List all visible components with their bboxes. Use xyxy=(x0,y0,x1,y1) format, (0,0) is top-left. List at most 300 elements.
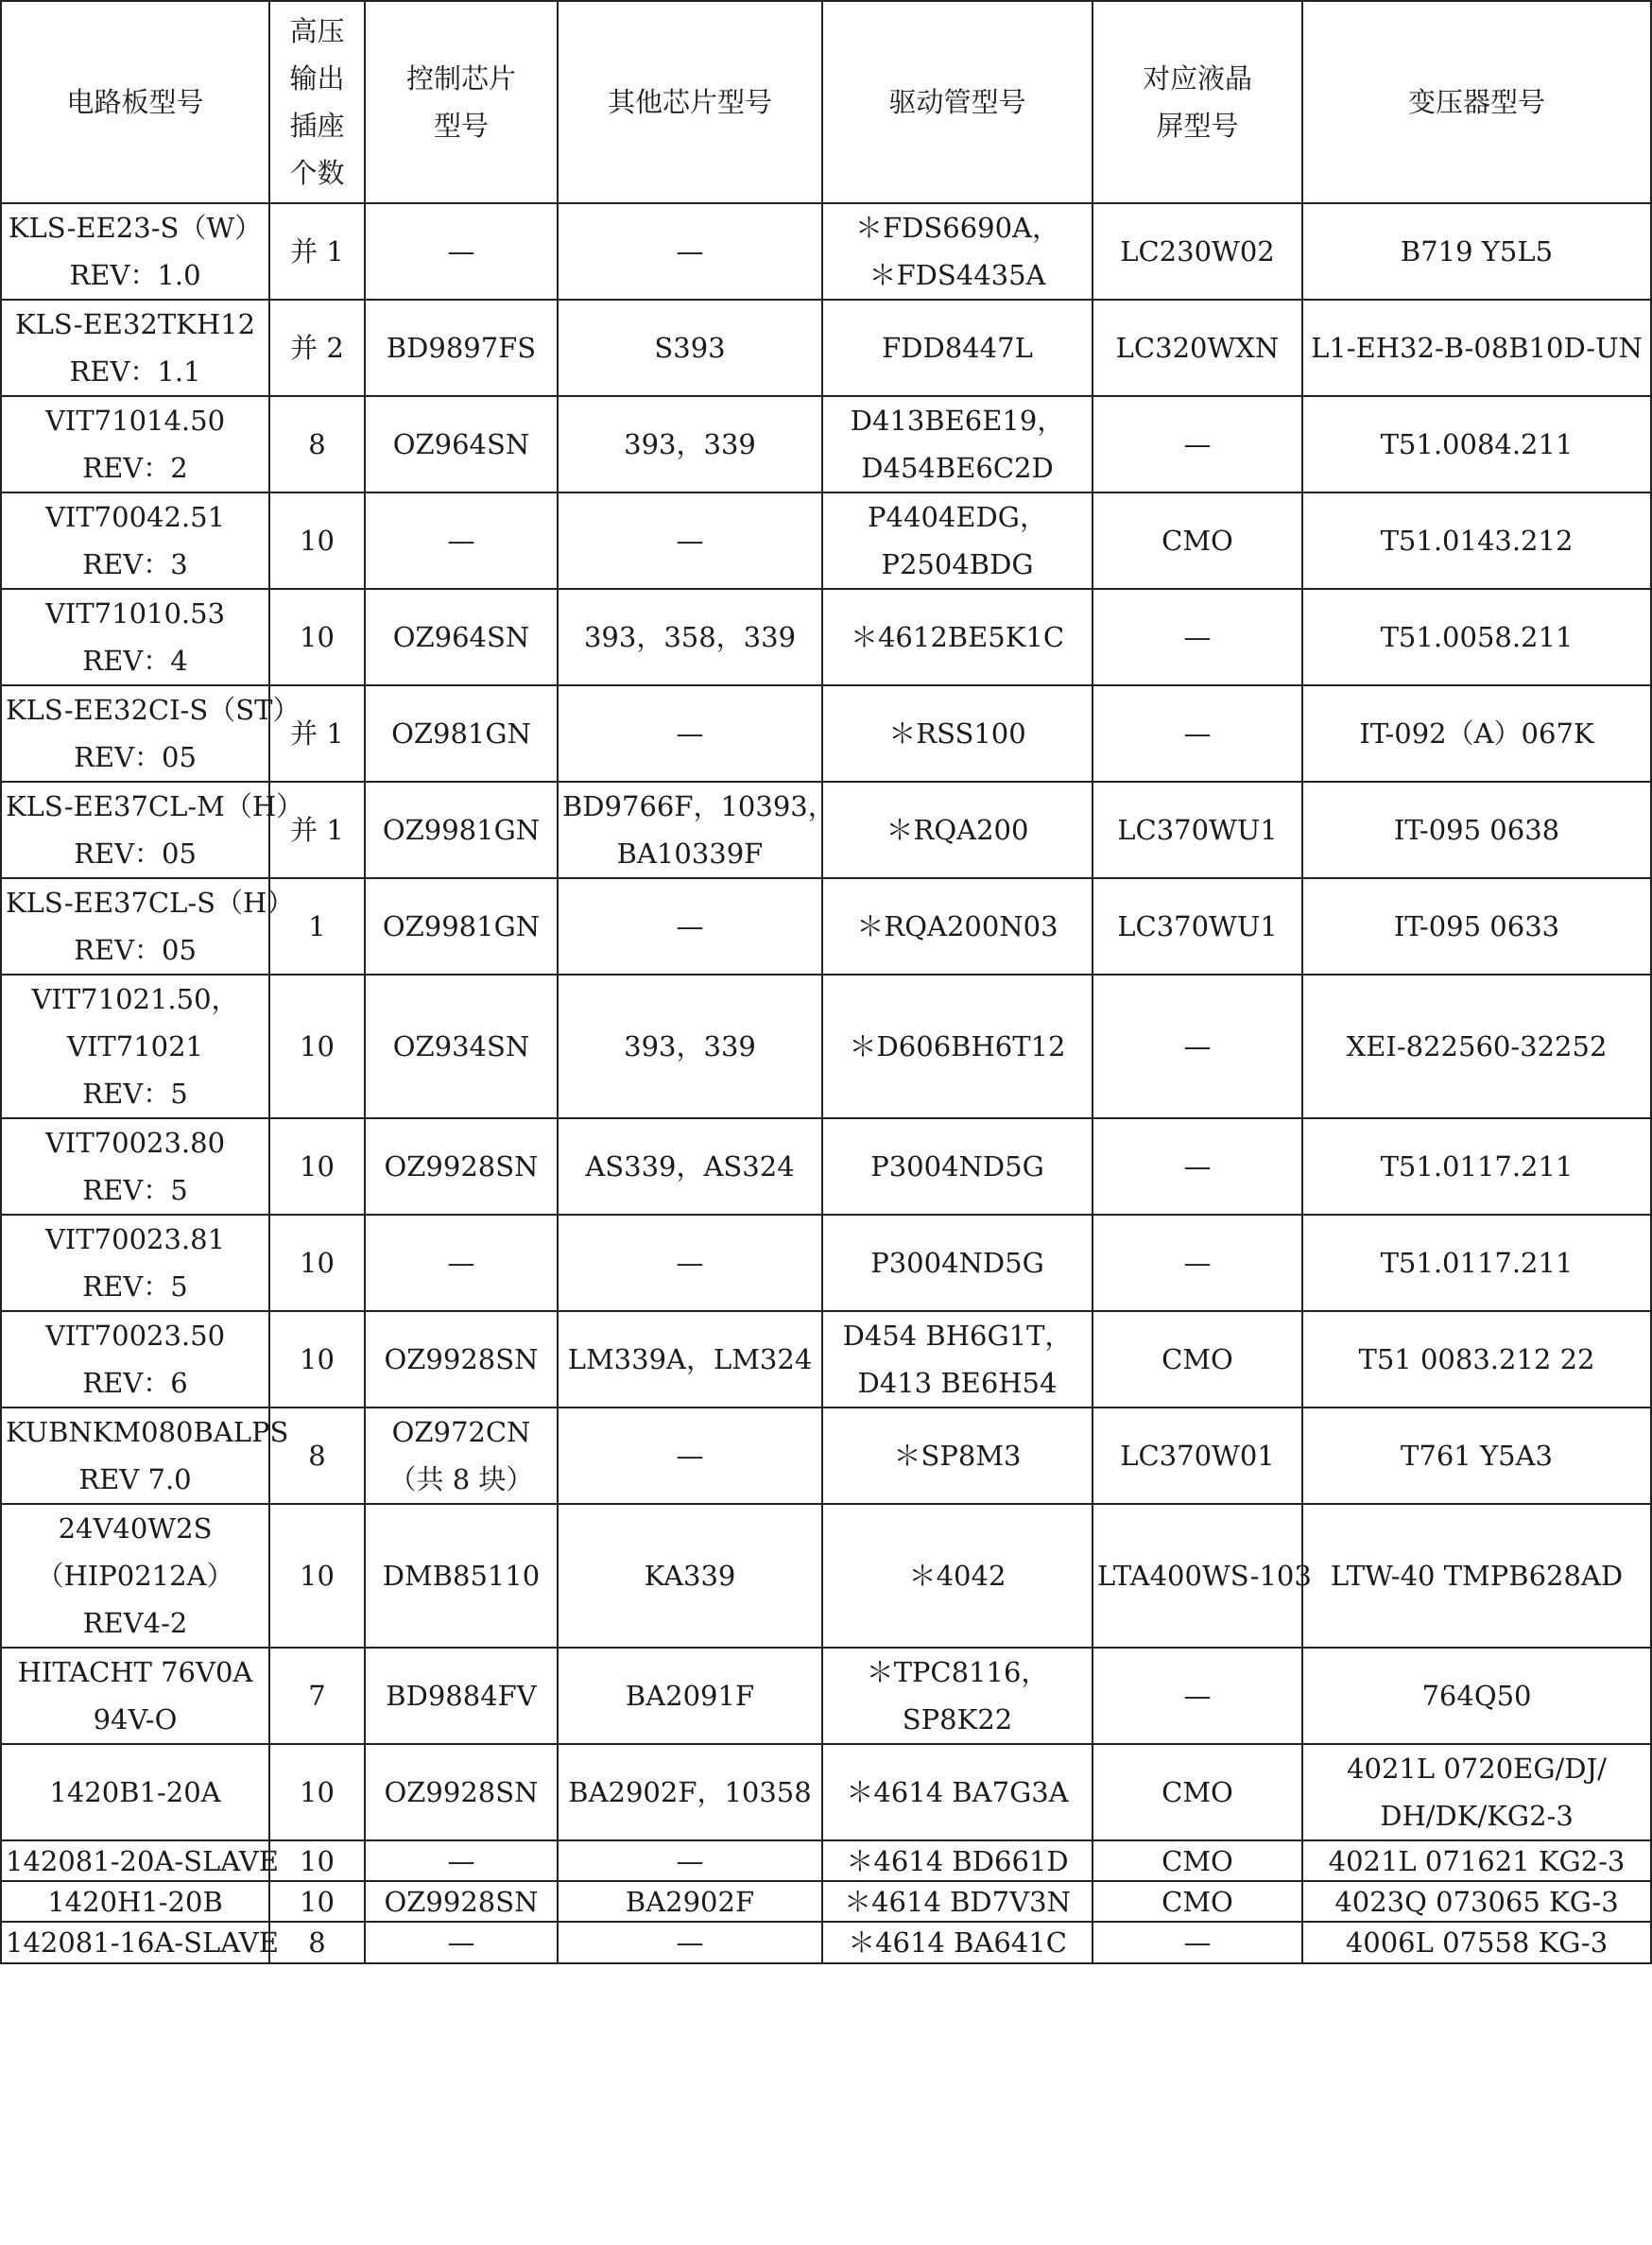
cell-text-line: LTA400WS-103 xyxy=(1097,1560,1312,1592)
cell-text-line: VIT70042.51 xyxy=(44,501,226,533)
circuit-board-model-cell xyxy=(1,203,269,300)
circuit-board-model-cell xyxy=(1,878,295,975)
circuit-board-model-cell xyxy=(1,396,269,492)
cell-text-line: 393，339 xyxy=(624,428,756,460)
cell-text-line: — xyxy=(1183,428,1212,460)
cell-text-line: ＊4614 BA641C xyxy=(848,1926,1067,1959)
header-text-line: 控制芯片 xyxy=(405,62,516,95)
cell-text-line: REV：5 xyxy=(82,1078,188,1110)
cell-text-line: — xyxy=(676,1247,704,1279)
cell-text-line: IT-095 0638 xyxy=(1393,814,1560,846)
cell-text-line: BA2902F xyxy=(625,1885,755,1918)
control-chip-model-cell xyxy=(365,878,558,975)
cell-text-line: OZ9981GN xyxy=(382,910,541,942)
cell-text-line: VIT70023.81 xyxy=(44,1223,226,1255)
other-chip-model-cell xyxy=(558,1922,822,1963)
lcd-panel-model-cell xyxy=(1093,1504,1312,1648)
cell-text-line: S393 xyxy=(654,332,726,364)
transformer-model-cell xyxy=(1302,1881,1651,1922)
cell-text-line: REV：6 xyxy=(82,1367,188,1399)
hv-socket-count-cell xyxy=(269,1215,365,1311)
driver-tube-model-cell xyxy=(822,1744,1093,1840)
cell-text-line: VIT71014.50 xyxy=(44,405,226,437)
header-text-line: 型号 xyxy=(433,110,489,142)
header-text-line: 变压器型号 xyxy=(1407,86,1545,118)
cell-text-line: LC320WXN xyxy=(1115,332,1280,364)
cell-text-line: — xyxy=(1183,1247,1212,1279)
header-hv-socket-count xyxy=(269,1,365,203)
other-chip-model-cell xyxy=(558,1840,822,1881)
driver-tube-model-cell xyxy=(822,878,1093,975)
transformer-model-cell xyxy=(1302,1504,1651,1648)
lcd-panel-model-cell xyxy=(1093,203,1302,300)
lcd-panel-model-cell xyxy=(1093,396,1302,492)
transformer-model-cell xyxy=(1302,1922,1651,1963)
cell-text-line: LM339A，LM324 xyxy=(567,1343,813,1375)
other-chip-model-cell xyxy=(558,203,822,300)
cell-text-line: 8 xyxy=(308,1926,326,1959)
cell-text-line: 24V40W2S xyxy=(58,1512,213,1545)
hv-socket-count-cell xyxy=(269,492,365,589)
circuit-board-model-cell xyxy=(1,300,269,396)
hv-socket-count-cell xyxy=(269,1504,365,1648)
header-text-line: 其他芯片型号 xyxy=(607,86,772,118)
other-chip-model-cell xyxy=(558,300,822,396)
cell-text-line: VIT71021.50， xyxy=(31,983,239,1015)
cell-text-line: 142081-20A-SLAVE xyxy=(6,1844,279,1877)
cell-text-line: 393，358，339 xyxy=(583,621,797,653)
cell-text-line: — xyxy=(447,525,475,557)
transformer-model-cell xyxy=(1302,685,1651,782)
driver-tube-model-cell xyxy=(822,1840,1093,1881)
lcd-panel-model-cell xyxy=(1093,975,1302,1118)
cell-text-line: 并 2 xyxy=(290,332,344,364)
cell-text-line: OZ981GN xyxy=(391,717,531,750)
cell-text-line: LC230W02 xyxy=(1120,235,1275,268)
driver-tube-model-cell xyxy=(822,492,1093,589)
control-chip-model-cell xyxy=(365,1215,558,1311)
transformer-model-cell xyxy=(1302,782,1651,878)
driver-tube-model-cell xyxy=(822,782,1093,878)
cell-text-line: 393，339 xyxy=(624,1030,756,1062)
cell-text-line: — xyxy=(1183,1680,1212,1712)
lcd-panel-model-cell xyxy=(1093,782,1302,878)
transformer-model-cell xyxy=(1302,396,1651,492)
cell-text-line: 4021L 0720EG/DJ/ xyxy=(1347,1753,1607,1785)
control-chip-model-cell xyxy=(365,1648,558,1744)
control-chip-model-cell xyxy=(365,1881,558,1922)
table-row xyxy=(1,300,1651,396)
transformer-model-cell xyxy=(1302,1648,1651,1744)
cell-text-line: ＊FDS6690A， xyxy=(855,212,1059,244)
cell-text-line: HITACHT 76V0A xyxy=(17,1656,253,1688)
cell-text-line: REV：05 xyxy=(74,934,197,966)
other-chip-model-cell xyxy=(558,1881,822,1922)
lcd-panel-model-cell xyxy=(1093,300,1302,396)
cell-text-line: 1420B1-20A xyxy=(49,1776,221,1808)
hv-socket-count-cell xyxy=(269,1744,365,1840)
other-chip-model-cell xyxy=(558,492,822,589)
cell-text-line: 并 1 xyxy=(290,814,344,846)
cell-text-line: D413 BE6H54 xyxy=(857,1367,1058,1399)
cell-text-line: KLS-EE32TKH12 xyxy=(14,308,256,340)
driver-tube-model-cell xyxy=(822,1311,1093,1407)
cell-text-line: ＊D606BH6T12 xyxy=(849,1030,1066,1062)
cell-text-line: — xyxy=(1183,717,1212,750)
cell-text-line: P3004ND5G xyxy=(870,1247,1044,1279)
hv-socket-count-cell xyxy=(269,589,365,685)
header-text-line: 对应液晶 xyxy=(1142,62,1252,95)
cell-text-line: LC370WU1 xyxy=(1117,910,1278,942)
table-row xyxy=(1,878,1651,975)
cell-text-line: ＊TPC8116， xyxy=(866,1656,1049,1688)
cell-text-line: IT-092（A）067K xyxy=(1359,717,1594,750)
cell-text-line: 10 xyxy=(300,1560,335,1592)
other-chip-model-cell xyxy=(558,878,822,975)
transformer-model-cell xyxy=(1302,975,1651,1118)
cell-text-line: — xyxy=(676,1440,704,1472)
driver-tube-model-cell xyxy=(822,300,1093,396)
cell-text-line: — xyxy=(676,1926,704,1959)
control-chip-model-cell xyxy=(365,1744,558,1840)
header-text-line: 输出 xyxy=(289,62,345,95)
driver-tube-model-cell xyxy=(822,1881,1093,1922)
cell-text-line: ＊4042 xyxy=(908,1560,1007,1592)
cell-text-line: VIT71021 xyxy=(67,1030,203,1062)
cell-text-line: CMO xyxy=(1162,1343,1233,1375)
lcd-panel-model-cell xyxy=(1093,1744,1302,1840)
table-row xyxy=(1,1881,1651,1922)
table-row xyxy=(1,1118,1651,1215)
table-row xyxy=(1,1744,1651,1840)
other-chip-model-cell xyxy=(558,1744,822,1840)
cell-text-line: ＊4614 BA7G3A xyxy=(846,1776,1069,1808)
circuit-board-model-cell xyxy=(1,782,304,878)
cell-text-line: 4021L 071621 KG2-3 xyxy=(1328,1844,1626,1877)
cell-text-line: — xyxy=(447,1247,475,1279)
header-circuit-board-model xyxy=(1,1,269,203)
other-chip-model-cell xyxy=(558,1311,822,1407)
cell-text-line: REV：4 xyxy=(82,645,188,677)
cell-text-line: — xyxy=(447,235,475,268)
cell-text-line: — xyxy=(676,525,704,557)
driver-tube-model-cell xyxy=(822,1118,1093,1215)
hv-socket-count-cell xyxy=(269,1648,365,1744)
control-chip-model-cell xyxy=(365,975,558,1118)
cell-text-line: 94V-O xyxy=(93,1703,178,1736)
lcd-panel-model-cell xyxy=(1093,1118,1302,1215)
cell-text-line: DMB85110 xyxy=(382,1560,541,1592)
cell-text-line: — xyxy=(676,1844,704,1877)
cell-text-line: T761 Y5A3 xyxy=(1401,1440,1553,1472)
cell-text-line: T51 0083.212 22 xyxy=(1358,1343,1595,1375)
cell-text-line: 764Q50 xyxy=(1421,1680,1532,1712)
cell-text-line: T51.0117.211 xyxy=(1380,1247,1574,1279)
cell-text-line: IT-095 0633 xyxy=(1393,910,1560,942)
cell-text-line: FDD8447L xyxy=(882,332,1033,364)
cell-text-line: BA2902F，10358 xyxy=(568,1776,812,1808)
transformer-model-cell xyxy=(1302,203,1651,300)
cell-text-line: ＊RSS100 xyxy=(888,717,1026,750)
cell-text-line: BD9884FV xyxy=(386,1680,537,1712)
cell-text-line: SP8K22 xyxy=(902,1703,1013,1736)
other-chip-model-cell xyxy=(558,782,835,878)
table-row xyxy=(1,1407,1651,1504)
circuit-board-model-cell xyxy=(1,1881,269,1922)
cell-text-line: — xyxy=(447,1844,475,1877)
cell-text-line: ＊RQA200 xyxy=(886,814,1029,846)
table-row xyxy=(1,203,1651,300)
table-body xyxy=(1,203,1651,1963)
cell-text-line: BA2091F xyxy=(625,1680,755,1712)
header-other-chip-model xyxy=(558,1,822,203)
cell-text-line: 1 xyxy=(308,910,326,942)
cell-text-line: — xyxy=(676,717,704,750)
cell-text-line: 4006L 07558 KG-3 xyxy=(1345,1926,1609,1959)
circuit-board-model-cell xyxy=(1,1215,269,1311)
cell-text-line: VIT70023.50 xyxy=(44,1320,226,1352)
cell-text-line: — xyxy=(1183,621,1212,653)
other-chip-model-cell xyxy=(558,1215,822,1311)
other-chip-model-cell xyxy=(558,1648,822,1744)
table-row xyxy=(1,1311,1651,1407)
cell-text-line: — xyxy=(1183,1150,1212,1183)
lcd-panel-model-cell xyxy=(1093,878,1302,975)
control-chip-model-cell xyxy=(365,1118,558,1215)
table-row xyxy=(1,1504,1651,1648)
cell-text-line: 并 1 xyxy=(290,717,344,750)
circuit-board-model-cell xyxy=(1,589,269,685)
cell-text-line: BA10339F xyxy=(616,838,764,870)
circuit-board-model-cell xyxy=(1,685,301,782)
cell-text-line: 并 1 xyxy=(290,235,344,268)
other-chip-model-cell xyxy=(558,396,822,492)
driver-tube-model-cell xyxy=(822,1922,1093,1963)
driver-tube-model-cell xyxy=(822,685,1093,782)
lcd-panel-model-cell xyxy=(1093,1215,1302,1311)
cell-text-line: 10 xyxy=(300,1150,335,1183)
cell-text-line: REV：05 xyxy=(74,838,197,870)
control-chip-model-cell xyxy=(365,1922,558,1963)
cell-text-line: OZ9928SN xyxy=(384,1343,539,1375)
cell-text-line: KLS-EE23-S（W） xyxy=(8,212,263,244)
cell-text-line: OZ9928SN xyxy=(384,1885,539,1918)
cell-text-line: B719 Y5L5 xyxy=(1400,235,1554,268)
table-row xyxy=(1,1648,1651,1744)
cell-text-line: LC370WU1 xyxy=(1117,814,1278,846)
circuit-board-model-cell xyxy=(1,1407,289,1504)
cell-text-line: D413BE6E19， xyxy=(850,405,1065,437)
other-chip-model-cell xyxy=(558,975,822,1118)
transformer-model-cell xyxy=(1302,1215,1651,1311)
cell-text-line: KUBNKM080BALPS xyxy=(6,1416,289,1448)
cell-text-line: D454BE6C2D xyxy=(861,452,1054,484)
circuit-board-model-cell xyxy=(1,492,269,589)
cell-text-line: 10 xyxy=(300,1776,335,1808)
header-text-line: 屏型号 xyxy=(1156,110,1239,142)
header-text-line: 插座 xyxy=(289,110,345,142)
cell-text-line: ＊4614 BD661D xyxy=(846,1844,1069,1877)
cell-text-line: REV：05 xyxy=(74,741,197,773)
control-chip-model-cell xyxy=(365,1840,558,1881)
cell-text-line: CMO xyxy=(1162,1885,1233,1918)
cell-text-line: ＊4614 BD7V3N xyxy=(844,1885,1071,1918)
cell-text-line: REV4-2 xyxy=(82,1607,188,1639)
cell-text-line: LC370W01 xyxy=(1120,1440,1275,1472)
driver-tube-model-cell xyxy=(822,1648,1093,1744)
cell-text-line: 10 xyxy=(300,1030,335,1062)
header-transformer-model xyxy=(1302,1,1651,203)
cell-text-line: T51.0117.211 xyxy=(1380,1150,1574,1183)
hv-socket-count-cell xyxy=(269,1840,365,1881)
other-chip-model-cell xyxy=(558,685,822,782)
cell-text-line: — xyxy=(447,1926,475,1959)
hv-socket-count-cell xyxy=(269,300,365,396)
driver-tube-model-cell xyxy=(822,1215,1093,1311)
cell-text-line: CMO xyxy=(1162,1844,1233,1877)
cell-text-line: CMO xyxy=(1162,1776,1233,1808)
cell-text-line: 10 xyxy=(300,1247,335,1279)
cell-text-line: 10 xyxy=(300,1885,335,1918)
header-control-chip-model xyxy=(365,1,558,203)
header-text-line: 高压 xyxy=(289,15,345,47)
cell-text-line: （共 8 块） xyxy=(388,1463,534,1495)
circuit-board-model-cell xyxy=(1,1648,269,1744)
driver-tube-model-cell xyxy=(822,203,1093,300)
cell-text-line: OZ9981GN xyxy=(382,814,541,846)
lcd-panel-model-cell xyxy=(1093,1311,1302,1407)
cell-text-line: REV：2 xyxy=(82,452,188,484)
circuit-board-model-cell xyxy=(1,1504,269,1648)
lcd-panel-model-cell xyxy=(1093,589,1302,685)
table-row xyxy=(1,685,1651,782)
other-chip-model-cell xyxy=(558,1407,822,1504)
lcd-panel-model-cell xyxy=(1093,1922,1302,1963)
control-chip-model-cell xyxy=(365,782,558,878)
table-row xyxy=(1,396,1651,492)
control-chip-model-cell xyxy=(365,1311,558,1407)
cell-text-line: P3004ND5G xyxy=(870,1150,1044,1183)
cell-text-line: OZ964SN xyxy=(392,621,530,653)
control-chip-model-cell xyxy=(365,1504,558,1648)
hv-socket-count-cell xyxy=(269,975,365,1118)
cell-text-line: VIT70023.80 xyxy=(44,1127,226,1159)
header-text-line: 电路板型号 xyxy=(66,86,204,118)
driver-tube-model-cell xyxy=(822,589,1093,685)
transformer-model-cell xyxy=(1302,878,1651,975)
hv-socket-count-cell xyxy=(269,1311,365,1407)
lcd-panel-model-cell xyxy=(1093,1407,1302,1504)
cell-text-line: OZ972CN xyxy=(391,1416,531,1448)
cell-text-line: DH/DK/KG2-3 xyxy=(1380,1800,1574,1832)
cell-text-line: T51.0143.212 xyxy=(1380,525,1574,557)
cell-text-line: D454 BH6G1T， xyxy=(842,1320,1073,1352)
cell-text-line: REV：5 xyxy=(82,1270,188,1303)
cell-text-line: CMO xyxy=(1162,525,1233,557)
lcd-panel-model-cell xyxy=(1093,685,1302,782)
cell-text-line: P2504BDG xyxy=(881,548,1034,580)
control-chip-model-cell xyxy=(365,396,558,492)
transformer-model-cell xyxy=(1302,300,1651,396)
cell-text-line: OZ964SN xyxy=(392,428,530,460)
header-lcd-panel-model xyxy=(1093,1,1302,203)
cell-text-line: L1-EH32-B-08B10D-UN xyxy=(1311,332,1643,364)
transformer-model-cell xyxy=(1302,589,1651,685)
cell-text-line: ＊FDS4435A xyxy=(869,259,1046,291)
cell-text-line: 142081-16A-SLAVE xyxy=(6,1926,279,1959)
header-text-line: 个数 xyxy=(289,157,345,189)
transformer-model-cell xyxy=(1302,1840,1651,1881)
cell-text-line: — xyxy=(676,910,704,942)
cell-text-line: BD9766F，10393， xyxy=(562,790,835,822)
cell-text-line: REV：1.1 xyxy=(69,355,201,388)
cell-text-line: AS339，AS324 xyxy=(585,1150,795,1183)
transformer-model-cell xyxy=(1302,1311,1651,1407)
lcd-panel-model-cell xyxy=(1093,1648,1302,1744)
lcd-panel-model-cell xyxy=(1093,1881,1302,1922)
cell-text-line: ＊4612BE5K1C xyxy=(850,621,1065,653)
circuit-board-model-cell xyxy=(1,975,269,1118)
cell-text-line: 10 xyxy=(300,621,335,653)
cell-text-line: ＊SP8M3 xyxy=(893,1440,1022,1472)
cell-text-line: BD9897FS xyxy=(386,332,537,364)
cell-text-line: XEI-822560-32252 xyxy=(1346,1030,1608,1062)
table-header xyxy=(1,1,1651,203)
control-chip-model-cell xyxy=(365,589,558,685)
table-row xyxy=(1,1922,1651,1963)
driver-tube-model-cell xyxy=(822,1504,1093,1648)
header-row xyxy=(1,1,1651,203)
cell-text-line: — xyxy=(676,235,704,268)
control-chip-model-cell xyxy=(365,1407,558,1504)
control-chip-model-cell xyxy=(365,203,558,300)
table-row xyxy=(1,975,1651,1118)
other-chip-model-cell xyxy=(558,1118,822,1215)
cell-text-line: P4404EDG， xyxy=(868,501,1047,533)
hv-socket-count-cell xyxy=(269,1881,365,1922)
cell-text-line: T51.0058.211 xyxy=(1380,621,1574,653)
cell-text-line: REV：1.0 xyxy=(69,259,201,291)
transformer-model-cell xyxy=(1302,492,1651,589)
transformer-model-cell xyxy=(1302,1118,1651,1215)
cell-text-line: KLS-EE37CL-S（H） xyxy=(6,887,295,919)
cell-text-line: KLS-EE32CI-S（ST） xyxy=(6,694,301,726)
cell-text-line: 10 xyxy=(300,1844,335,1877)
table-row xyxy=(1,1840,1651,1881)
driver-tube-model-cell xyxy=(822,1407,1093,1504)
lcd-panel-model-cell xyxy=(1093,1840,1302,1881)
cell-text-line: REV：5 xyxy=(82,1174,188,1206)
cell-text-line: 8 xyxy=(308,428,326,460)
cell-text-line: 4023Q 073065 KG-3 xyxy=(1334,1885,1619,1918)
hv-socket-count-cell xyxy=(269,1922,365,1963)
cell-text-line: KLS-EE37CL-M（H） xyxy=(6,790,304,822)
circuit-board-model-cell xyxy=(1,1118,269,1215)
cell-text-line: 10 xyxy=(300,525,335,557)
control-chip-model-cell xyxy=(365,492,558,589)
lcd-panel-model-cell xyxy=(1093,492,1302,589)
table-row xyxy=(1,782,1651,878)
hv-socket-count-cell xyxy=(269,203,365,300)
table-row xyxy=(1,1215,1651,1311)
other-chip-model-cell xyxy=(558,1504,822,1648)
cell-text-line: 1420H1-20B xyxy=(47,1885,223,1918)
cell-text-line: （HIP0212A） xyxy=(36,1560,234,1592)
cell-text-line: OZ9928SN xyxy=(384,1776,539,1808)
control-chip-model-cell xyxy=(365,685,558,782)
circuit-board-model-cell xyxy=(1,1311,269,1407)
table-row xyxy=(1,492,1651,589)
